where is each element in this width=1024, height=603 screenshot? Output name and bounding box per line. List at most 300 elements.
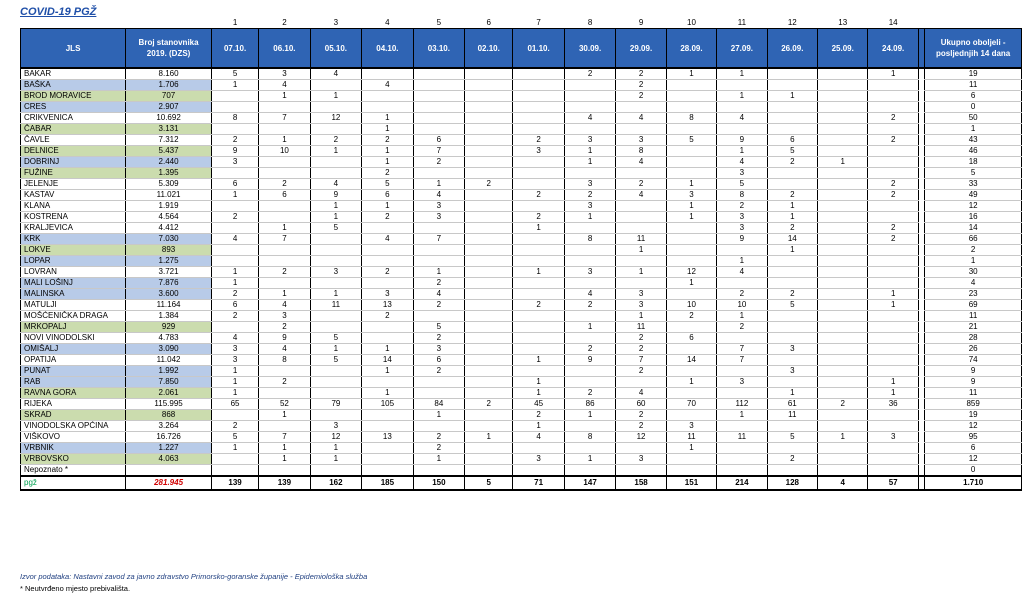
case-count (465, 212, 513, 223)
case-count (211, 465, 258, 477)
case-count (413, 388, 464, 399)
case-count: 5 (211, 68, 258, 80)
case-count (211, 201, 258, 212)
case-count: 3 (616, 289, 666, 300)
case-count: 1 (564, 146, 615, 157)
case-count: 5 (211, 432, 258, 443)
case-count (666, 388, 716, 399)
case-count (465, 80, 513, 91)
table-row (21, 124, 1022, 135)
table-row (21, 102, 1022, 113)
total-value: 16 (925, 212, 1022, 223)
municipality-name: MOŠĆENIČKA DRAGA (21, 311, 126, 322)
population-value: 4.063 (126, 454, 212, 465)
case-count (818, 388, 868, 399)
case-count (513, 344, 564, 355)
population-value: 11.042 (126, 355, 212, 366)
case-count: 1 (818, 157, 868, 168)
population-value: 1.275 (126, 256, 212, 267)
municipality-name: DELNICE (21, 146, 126, 157)
case-count: 3 (564, 179, 615, 190)
case-count: 4 (717, 157, 767, 168)
column-number: 13 (838, 17, 848, 27)
case-count: 1 (211, 388, 258, 399)
case-count: 2 (868, 113, 918, 124)
case-count (717, 421, 767, 432)
case-count (513, 80, 564, 91)
case-count: 4 (310, 179, 361, 190)
case-count: 1 (767, 212, 817, 223)
case-count (259, 201, 310, 212)
case-count: 2 (259, 322, 310, 333)
case-count: 1 (259, 223, 310, 234)
municipality-name: KRK (21, 234, 126, 245)
municipality-name: OPATIJA (21, 355, 126, 366)
case-count (868, 311, 918, 322)
case-count: 7 (259, 234, 310, 245)
column-number: 10 (687, 17, 696, 27)
case-count (666, 245, 716, 256)
case-count (211, 256, 258, 267)
case-count (868, 201, 918, 212)
case-count: 1 (616, 245, 666, 256)
case-count: 2 (362, 311, 413, 322)
case-count: 6 (767, 135, 817, 146)
case-count: 1 (211, 190, 258, 201)
case-count (767, 278, 817, 289)
case-count: 3 (767, 344, 817, 355)
case-count (513, 179, 564, 190)
case-count: 1 (513, 267, 564, 278)
case-count (767, 80, 817, 91)
case-count (767, 465, 817, 477)
case-count (616, 377, 666, 388)
case-count: 70 (666, 399, 716, 410)
column-number: 7 (536, 17, 541, 27)
table-row (21, 68, 1022, 80)
case-count (465, 124, 513, 135)
case-count: 1 (259, 443, 310, 454)
population-value: 2.440 (126, 157, 212, 168)
case-count: 2 (616, 333, 666, 344)
case-count: 1 (310, 443, 361, 454)
case-count: 1 (362, 366, 413, 377)
case-count (465, 322, 513, 333)
population-value: 1.395 (126, 168, 212, 179)
case-count: 1 (259, 289, 310, 300)
case-count (616, 465, 666, 477)
case-count (310, 234, 361, 245)
case-count: 1 (666, 443, 716, 454)
case-count: 3 (513, 454, 564, 465)
municipality-name: NOVI VINODOLSKI (21, 333, 126, 344)
case-count (868, 454, 918, 465)
population-value: 11.164 (126, 300, 212, 311)
case-count: 1 (564, 454, 615, 465)
case-count (211, 245, 258, 256)
case-count: 2 (616, 68, 666, 80)
case-count (413, 80, 464, 91)
case-count (868, 157, 918, 168)
case-count (362, 68, 413, 80)
case-count: 4 (310, 68, 361, 80)
municipality-name: BAKAR (21, 68, 126, 80)
case-count: 1 (362, 344, 413, 355)
municipality-name: ČAVLE (21, 135, 126, 146)
case-count: 1 (717, 68, 767, 80)
case-count (310, 245, 361, 256)
case-count: 4 (616, 113, 666, 124)
case-count: 52 (259, 399, 310, 410)
case-count (868, 465, 918, 477)
case-count: 2 (362, 168, 413, 179)
case-count (211, 91, 258, 102)
case-count (767, 102, 817, 113)
column-number: 1 (232, 17, 238, 27)
case-count: 2 (616, 421, 666, 432)
case-count (818, 377, 868, 388)
case-count (362, 322, 413, 333)
total-value: 2 (925, 245, 1022, 256)
case-count (666, 256, 716, 267)
case-count: 9 (211, 146, 258, 157)
case-count: 1 (211, 80, 258, 91)
case-count: 2 (767, 190, 817, 201)
sum-total: 1.710 (925, 476, 1022, 490)
case-count: 8 (564, 432, 615, 443)
case-count (465, 256, 513, 267)
case-count (564, 245, 615, 256)
case-count (818, 267, 868, 278)
case-count (211, 454, 258, 465)
municipality-name: MATULJI (21, 300, 126, 311)
total-value: 11 (925, 388, 1022, 399)
case-count (717, 245, 767, 256)
case-count (818, 80, 868, 91)
case-count (465, 333, 513, 344)
table-row (21, 311, 1022, 322)
header-date: 01.10. (513, 29, 564, 69)
case-count: 1 (564, 410, 615, 421)
case-count: 4 (362, 80, 413, 91)
population-value: 1.227 (126, 443, 212, 454)
municipality-name: CRIKVENICA (21, 113, 126, 124)
header-date: 03.10. (413, 29, 464, 69)
case-count (868, 421, 918, 432)
case-count (818, 146, 868, 157)
header-row (21, 29, 1022, 69)
case-count: 1 (717, 256, 767, 267)
case-count (513, 311, 564, 322)
case-count: 1 (413, 410, 464, 421)
population-value: 8.160 (126, 68, 212, 80)
total-value: 14 (925, 223, 1022, 234)
case-count: 2 (564, 344, 615, 355)
header-date: 30.09. (564, 29, 615, 69)
case-count (666, 366, 716, 377)
case-count (564, 443, 615, 454)
case-count: 3 (717, 212, 767, 223)
case-count (818, 454, 868, 465)
municipality-name: Nepoznato * (21, 465, 126, 477)
case-count: 2 (259, 179, 310, 190)
case-count: 84 (413, 399, 464, 410)
case-count: 8 (717, 190, 767, 201)
case-count: 5 (310, 333, 361, 344)
total-value: 33 (925, 179, 1022, 190)
case-count (513, 245, 564, 256)
case-count (465, 366, 513, 377)
case-count (259, 245, 310, 256)
case-count: 1 (513, 377, 564, 388)
case-count: 3 (666, 190, 716, 201)
column-number: 14 (888, 17, 898, 27)
case-count: 3 (717, 168, 767, 179)
case-count (564, 421, 615, 432)
total-value: 19 (925, 68, 1022, 80)
case-count (259, 366, 310, 377)
sum-count: 185 (362, 476, 413, 490)
case-count (310, 124, 361, 135)
total-value: 859 (925, 399, 1022, 410)
case-count: 2 (868, 234, 918, 245)
case-count (362, 256, 413, 267)
case-count: 1 (818, 432, 868, 443)
case-count (564, 168, 615, 179)
case-count: 86 (564, 399, 615, 410)
case-count (666, 157, 716, 168)
case-count: 2 (362, 267, 413, 278)
case-count: 1 (211, 278, 258, 289)
case-count: 2 (868, 190, 918, 201)
case-count (310, 322, 361, 333)
table-row (21, 223, 1022, 234)
case-count: 3 (564, 135, 615, 146)
case-count: 3 (362, 289, 413, 300)
case-count (868, 80, 918, 91)
municipality-name: KRALJEVICA (21, 223, 126, 234)
municipality-name: OMIŠALJ (21, 344, 126, 355)
case-count: 4 (717, 113, 767, 124)
case-count (818, 278, 868, 289)
table-row (21, 212, 1022, 223)
case-count (413, 256, 464, 267)
case-count (818, 333, 868, 344)
case-count (413, 91, 464, 102)
case-count: 11 (666, 432, 716, 443)
total-value: 95 (925, 432, 1022, 443)
case-count (362, 245, 413, 256)
population-value: 7.312 (126, 135, 212, 146)
case-count: 1 (211, 443, 258, 454)
case-count (564, 366, 615, 377)
case-count (767, 168, 817, 179)
case-count (564, 102, 615, 113)
case-count (465, 157, 513, 168)
case-count: 14 (362, 355, 413, 366)
municipality-name: JELENJE (21, 179, 126, 190)
case-count (413, 245, 464, 256)
table-row (21, 322, 1022, 333)
case-count (513, 443, 564, 454)
source-note: Izvor podataka: Nastavni zavod za javno zdravstvo Primorsko-goranske županije - Epidemiološka služba (20, 572, 368, 581)
case-count: 1 (767, 388, 817, 399)
total-value: 74 (925, 355, 1022, 366)
municipality-name: LOVRAN (21, 267, 126, 278)
case-count: 2 (465, 179, 513, 190)
case-count (666, 91, 716, 102)
column-number-row (21, 17, 1022, 29)
case-count (717, 102, 767, 113)
case-count: 1 (666, 212, 716, 223)
case-count: 5 (413, 322, 464, 333)
case-count: 65 (211, 399, 258, 410)
population-value: 3.600 (126, 289, 212, 300)
case-count (666, 80, 716, 91)
case-count: 1 (666, 68, 716, 80)
case-count: 3 (616, 454, 666, 465)
case-count: 36 (868, 399, 918, 410)
case-count: 4 (413, 289, 464, 300)
case-count: 12 (310, 432, 361, 443)
sum-count: 151 (666, 476, 716, 490)
case-count: 5 (666, 135, 716, 146)
municipality-name: VRBOVSKO (21, 454, 126, 465)
case-count (465, 91, 513, 102)
total-value: 11 (925, 311, 1022, 322)
case-count: 2 (666, 311, 716, 322)
case-count (413, 68, 464, 80)
case-count: 8 (259, 355, 310, 366)
case-count: 8 (564, 234, 615, 245)
case-count (259, 157, 310, 168)
table-row (21, 454, 1022, 465)
case-count: 1 (362, 201, 413, 212)
case-count (465, 113, 513, 124)
case-count: 1 (310, 146, 361, 157)
municipality-name: RIJEKA (21, 399, 126, 410)
case-count (818, 410, 868, 421)
case-count (362, 421, 413, 432)
table-row (21, 146, 1022, 157)
population-value: 1.992 (126, 366, 212, 377)
case-count (513, 256, 564, 267)
case-count (513, 91, 564, 102)
case-count (868, 212, 918, 223)
case-count (717, 366, 767, 377)
case-count (767, 322, 817, 333)
case-count: 2 (211, 212, 258, 223)
case-count (868, 322, 918, 333)
case-count: 11 (767, 410, 817, 421)
case-count: 45 (513, 399, 564, 410)
case-count: 112 (717, 399, 767, 410)
case-count: 2 (616, 91, 666, 102)
case-count: 1 (767, 245, 817, 256)
case-count (465, 289, 513, 300)
case-count: 1 (717, 311, 767, 322)
case-count: 1 (868, 377, 918, 388)
sum-row (21, 476, 1022, 490)
case-count: 4 (362, 234, 413, 245)
population-value: 929 (126, 322, 212, 333)
case-count: 2 (564, 68, 615, 80)
case-count: 2 (868, 223, 918, 234)
population-value: 1.706 (126, 80, 212, 91)
case-count (717, 124, 767, 135)
case-count (818, 91, 868, 102)
population-value: 3.090 (126, 344, 212, 355)
population-value: 7.030 (126, 234, 212, 245)
population-value: 868 (126, 410, 212, 421)
case-count (513, 333, 564, 344)
case-count: 2 (717, 201, 767, 212)
case-count: 6 (413, 135, 464, 146)
case-count (868, 146, 918, 157)
case-count: 2 (767, 223, 817, 234)
case-count: 3 (413, 212, 464, 223)
case-count (616, 168, 666, 179)
case-count (868, 355, 918, 366)
table-row (21, 201, 1022, 212)
case-count: 1 (717, 410, 767, 421)
case-count (666, 344, 716, 355)
case-count (513, 366, 564, 377)
case-count: 2 (513, 300, 564, 311)
case-count: 13 (362, 432, 413, 443)
total-value: 23 (925, 289, 1022, 300)
header-date: 07.10. (211, 29, 258, 69)
case-count (465, 245, 513, 256)
case-count: 10 (666, 300, 716, 311)
case-count (413, 421, 464, 432)
table-row (21, 267, 1022, 278)
case-count: 1 (513, 355, 564, 366)
population-value: 3.264 (126, 421, 212, 432)
case-count: 2 (513, 135, 564, 146)
case-count (616, 443, 666, 454)
case-count: 3 (310, 421, 361, 432)
header-date: 28.09. (666, 29, 716, 69)
case-count: 2 (564, 300, 615, 311)
header-date: 05.10. (310, 29, 361, 69)
total-value: 69 (925, 300, 1022, 311)
case-count (413, 311, 464, 322)
total-value: 12 (925, 201, 1022, 212)
case-count: 1 (767, 91, 817, 102)
case-count: 1 (868, 388, 918, 399)
case-count (666, 454, 716, 465)
table-row (21, 190, 1022, 201)
case-count (413, 168, 464, 179)
case-count (616, 102, 666, 113)
table-row (21, 421, 1022, 432)
case-count: 8 (211, 113, 258, 124)
case-count: 7 (259, 432, 310, 443)
case-count (767, 421, 817, 432)
municipality-name: MALI LOŠINJ (21, 278, 126, 289)
case-count (767, 68, 817, 80)
case-count: 6 (666, 333, 716, 344)
table-row (21, 366, 1022, 377)
case-count: 1 (310, 91, 361, 102)
page-title: COVID-19 PGŽ (20, 6, 97, 18)
case-count (666, 102, 716, 113)
case-count (564, 278, 615, 289)
header-jls: JLS (21, 29, 126, 69)
case-count: 3 (767, 366, 817, 377)
column-number: 3 (333, 17, 339, 27)
